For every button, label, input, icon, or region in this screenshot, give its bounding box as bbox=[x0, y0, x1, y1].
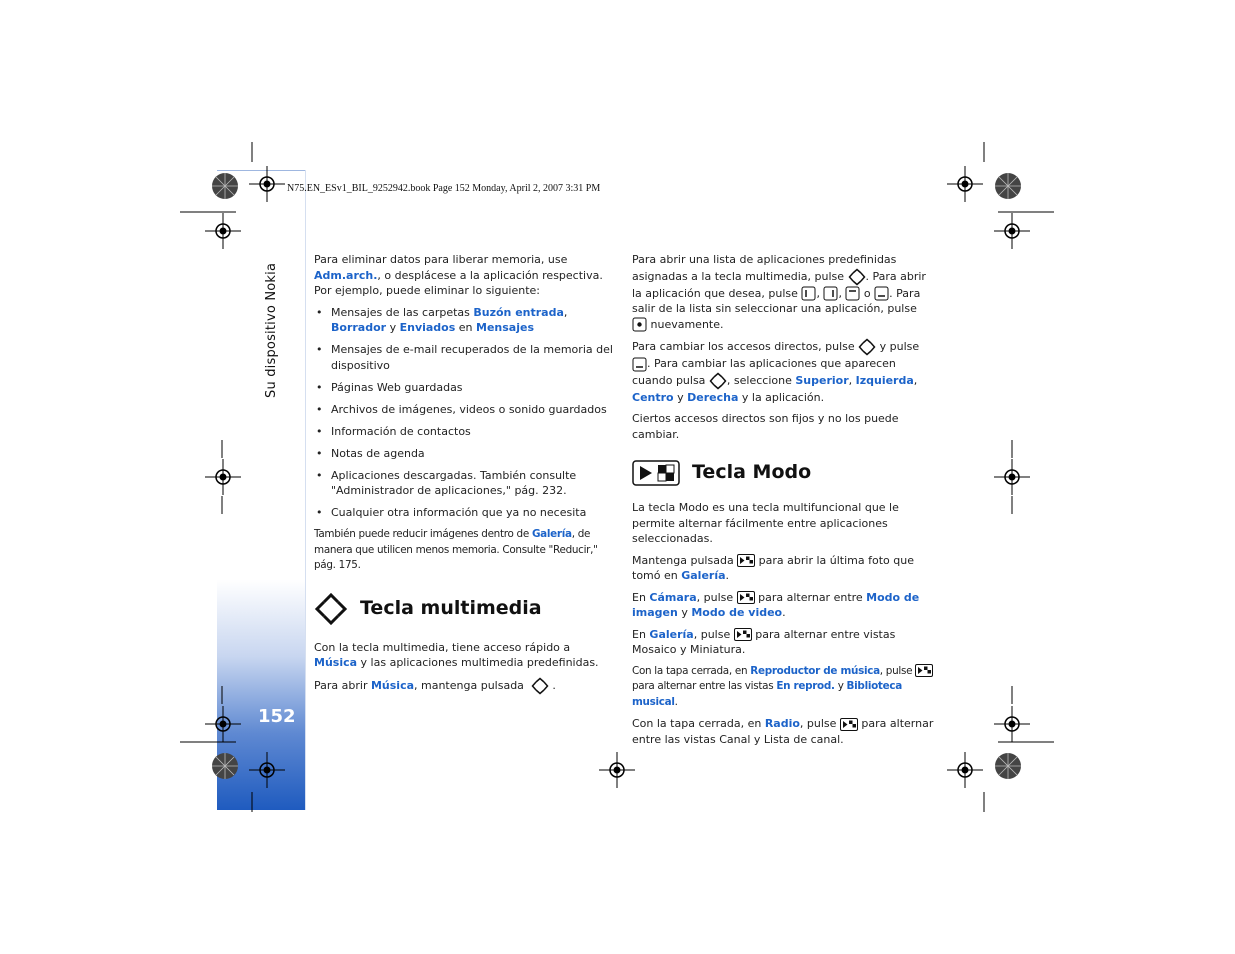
right-column bbox=[632, 252, 934, 753]
left-key-icon bbox=[801, 286, 816, 301]
text: y las aplicaciones multimedia predefinidas. bbox=[357, 656, 599, 669]
mode-camera-paragraph bbox=[632, 590, 934, 621]
left-column bbox=[314, 252, 614, 701]
link-superior: Superior bbox=[795, 373, 849, 387]
text: . bbox=[782, 606, 786, 619]
text: para alternar entre las vistas bbox=[632, 680, 777, 692]
text: nuevamente. bbox=[647, 317, 724, 331]
link-galeria: Galería bbox=[531, 528, 572, 540]
link-camara: Cámara bbox=[649, 590, 697, 604]
text: para alternar entre vistas Mosaico y Miniatura. bbox=[632, 627, 896, 656]
list-item: • Notas de agenda bbox=[314, 446, 614, 462]
text: , bbox=[838, 286, 846, 300]
text: . Para abrir la aplicación que desea, pulse bbox=[632, 269, 926, 300]
text: y bbox=[673, 390, 688, 404]
mode-music-paragraph bbox=[632, 664, 934, 711]
list-item: • Aplicaciones descargadas. También consulte "Administrador de aplicaciones," pág. 232. bbox=[314, 468, 614, 499]
list-item: • Información de contactos bbox=[314, 424, 614, 440]
section-label: Su dispositivo Nokia bbox=[264, 262, 279, 398]
text: En bbox=[632, 627, 650, 641]
text: Para cambiar los accesos directos, pulse bbox=[632, 340, 859, 353]
color-target-icon bbox=[211, 752, 239, 780]
text: o bbox=[860, 286, 875, 300]
mode-key-icon bbox=[915, 664, 933, 677]
intro-paragraph bbox=[314, 252, 614, 299]
mode-hold-paragraph bbox=[632, 553, 934, 584]
text: , pulse bbox=[693, 627, 734, 641]
text: , seleccione bbox=[726, 373, 796, 387]
link-mensajes: Mensajes bbox=[476, 321, 535, 334]
fixed-shortcuts-paragraph: Ciertos accesos directos son fijos y no los puede cambiar. bbox=[632, 412, 899, 441]
text: y la aplicación. bbox=[738, 390, 825, 404]
navigation-key-icon bbox=[531, 677, 549, 695]
list-item bbox=[314, 305, 614, 336]
reduce-paragraph bbox=[314, 527, 614, 574]
navigation-key-icon bbox=[314, 592, 348, 626]
text: en bbox=[455, 321, 477, 334]
list-item: • Archivos de imágenes, videos o sonido guardados bbox=[314, 402, 614, 418]
text: , de manera que utilicen menos memoria. Consulte "Reducir," pág. 175. bbox=[314, 528, 598, 571]
link-biblioteca-musical: Biblioteca musical bbox=[632, 680, 902, 708]
link-derecha: Derecha bbox=[687, 390, 739, 404]
text: Para eliminar datos para liberar memoria, use bbox=[314, 253, 568, 266]
text: . Para salir de la lista sin seleccionar una aplicación, pulse bbox=[632, 286, 921, 315]
text: y bbox=[834, 680, 847, 692]
text: Para abrir una lista de aplicaciones predefinidas asignadas a la tecla multimedia, pulse bbox=[632, 253, 897, 283]
text: Mensajes de las carpetas bbox=[331, 305, 474, 319]
heading-multimedia bbox=[314, 592, 614, 626]
text: . bbox=[552, 678, 556, 692]
link-musica: Música bbox=[314, 656, 358, 669]
text: , bbox=[848, 373, 856, 387]
text: , o desplácese a la aplicación respectiva. Por ejemplo, puede eliminar lo siguiente: bbox=[314, 268, 603, 297]
text: , bbox=[563, 305, 568, 319]
text: , bbox=[913, 373, 918, 387]
link-izquierda: Izquierda bbox=[855, 373, 914, 387]
link-musica: Música bbox=[370, 678, 415, 692]
link-radio: Radio bbox=[764, 717, 800, 730]
text: para alternar entre las vistas Canal y Lista de canal. bbox=[632, 717, 934, 746]
text: Con la tapa cerrada, en bbox=[632, 664, 751, 677]
down-key-icon bbox=[632, 357, 647, 372]
mode-key-icon bbox=[734, 628, 752, 641]
text: y bbox=[677, 606, 692, 619]
link-adm-arch: Adm.arch. bbox=[314, 268, 378, 282]
text: Para abrir bbox=[314, 678, 371, 692]
mode-gallery-paragraph bbox=[632, 627, 934, 658]
text: para abrir la última foto que tomó en bbox=[632, 553, 914, 582]
text: . bbox=[725, 569, 730, 582]
list-item: • Páginas Web guardadas bbox=[314, 380, 614, 396]
text: Con la tapa cerrada, en bbox=[632, 717, 765, 730]
navigation-key-icon bbox=[848, 268, 866, 286]
link-buzon-entrada: Buzón entrada bbox=[473, 305, 564, 319]
mode-key-icon bbox=[737, 591, 755, 604]
text: , mantenga pulsada bbox=[414, 678, 528, 692]
mode-radio-paragraph bbox=[632, 716, 934, 747]
multimedia-paragraph bbox=[314, 640, 614, 671]
text: y pulse bbox=[876, 340, 920, 353]
text: para alternar entre bbox=[754, 590, 867, 604]
open-list-paragraph bbox=[632, 252, 934, 332]
mode-key-icon bbox=[632, 460, 680, 486]
text: . bbox=[674, 695, 678, 708]
heading-modo bbox=[632, 460, 934, 486]
book-header: N75.EN_ESv1_BIL_9252942.book Page 152 Monday, April 2, 2007 3:31 PM bbox=[287, 183, 601, 194]
link-modo-de-video: Modo de video bbox=[691, 606, 783, 619]
down-key-icon bbox=[874, 286, 889, 301]
navigation-key-icon bbox=[709, 372, 727, 390]
text: , pulse bbox=[879, 664, 916, 677]
text: , bbox=[816, 286, 824, 300]
text: Con la tecla multimedia, tiene acceso rápido a bbox=[314, 640, 571, 654]
up-key-icon bbox=[845, 286, 860, 301]
navigation-key-icon bbox=[858, 338, 876, 356]
color-target-icon bbox=[994, 172, 1022, 200]
text: , pulse bbox=[696, 590, 737, 604]
text: , pulse bbox=[799, 717, 840, 730]
text: . Para cambiar las aplicaciones que aparecen cuando pulsa bbox=[632, 357, 896, 387]
link-reproductor-de-musica: Reproductor de música bbox=[750, 664, 880, 677]
link-enviados: Enviados bbox=[399, 321, 456, 334]
open-music-paragraph bbox=[314, 677, 614, 695]
text: En bbox=[632, 590, 650, 604]
link-modo-de-imagen: Modo de imagen bbox=[632, 590, 920, 619]
text: y bbox=[386, 321, 400, 334]
link-en-reprod: En reprod. bbox=[776, 680, 835, 692]
mode-key-icon bbox=[737, 554, 755, 567]
text: Mantenga pulsada bbox=[632, 553, 738, 567]
link-galeria: Galería bbox=[681, 569, 726, 582]
list-item: • Mensajes de e-mail recuperados de la memoria del dispositivo bbox=[314, 342, 614, 373]
change-shortcuts-paragraph bbox=[632, 338, 934, 405]
heading-title: Tecla Modo bbox=[692, 461, 812, 484]
delete-list bbox=[314, 305, 614, 521]
link-centro: Centro bbox=[632, 390, 674, 404]
mode-key-icon bbox=[840, 718, 858, 731]
right-key-icon bbox=[823, 286, 838, 301]
link-borrador: Borrador bbox=[331, 321, 387, 334]
link-galeria: Galería bbox=[649, 627, 694, 641]
heading-title: Tecla multimedia bbox=[360, 596, 542, 619]
mode-intro-paragraph: La tecla Modo es una tecla multifuncional que le permite alternar fácilmente entre aplicaciones seleccionadas. bbox=[632, 501, 899, 545]
selection-key-icon bbox=[632, 317, 647, 332]
text: También puede reducir imágenes dentro de bbox=[314, 528, 532, 540]
color-target-icon bbox=[994, 752, 1022, 780]
page-number: 152 bbox=[258, 706, 296, 727]
color-target-icon bbox=[211, 172, 239, 200]
list-item: • Cualquier otra información que ya no necesita bbox=[314, 505, 614, 521]
